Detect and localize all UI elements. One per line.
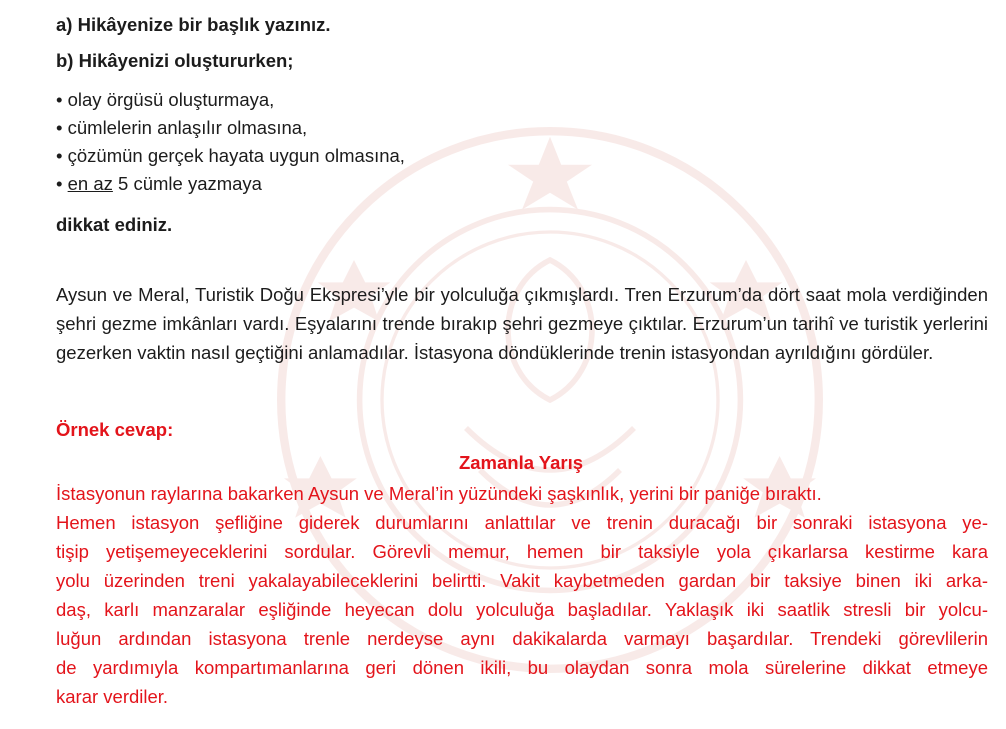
story-line: yolu üzerinden treni yakalayabileceklerini belirtti. Vakit kaybetmeden gardan bir taksiye binen iki arka-: [56, 570, 988, 591]
scenario-paragraph: Aysun ve Meral, Turistik Doğu Ekspresi’yle bir yolculuğa çıkmışlardı. Tren Erzurum’da dört saat mola verdiğinden şehri gezme imkânları vardı. Eşyalarını trende bırakıp şehri gezmeye çıktılar. Erzurum’un tarihî ve turistik yerlerini gezerken vaktin nasıl geçtiğini anlamadılar. İstasyona döndüklerinde trenin istasyondan ayrıldığını gördüler.: [56, 284, 988, 363]
instruction-b: b) Hikâyenizi oluştururken;: [56, 50, 294, 71]
bullet-rest: 5 cümle yazmaya: [112, 173, 262, 194]
underlined-phrase: en az: [67, 173, 113, 194]
instruction-a: a) Hikâyenize bir başlık yazınız.: [56, 14, 331, 35]
answer-label: Örnek cevap:: [56, 419, 174, 440]
story-line: tişip yetişemeyeceklerini sordular. Görevli memur, hemen bir taksiyle yola çıkarlarsa kestirme kara: [56, 541, 988, 562]
story-line: İstasyonun raylarına bakarken Aysun ve Meral’in yüzündeki şaşkınlık, yerini bir paniğe bıraktı.: [56, 483, 822, 504]
story-line: daş, karlı manzaralar eşliğinde heyecan dolu yolculuğa başladılar. Yaklaşık iki saatlik stresli bir yolcu-: [56, 599, 988, 620]
bullet-marker: •: [56, 173, 68, 194]
story-line: de yardımıyla kompartımanlarına geri dönen ikili, bu olaydan sonra mola sürelerine dikkat etmeye: [56, 657, 988, 678]
instruction-closing: dikkat ediniz.: [56, 214, 173, 235]
story-line: luğun ardından istasyona trenle nerdeyse aynı dakikalarda varmayı başardılar. Trendeki görevlilerin: [56, 628, 988, 649]
story-title: Zamanla Yarış: [458, 452, 584, 473]
bullet-item-2: • cümlelerin anlaşılır olmasına,: [56, 117, 308, 138]
bullet-item-3: • çözümün gerçek hayata uygun olmasına,: [56, 145, 405, 166]
story-line: Hemen istasyon şefliğine giderek durumlarını anlattılar ve trenin duracağı bir sonraki istasyona ye-: [56, 512, 988, 533]
story-line: karar verdiler.: [56, 686, 169, 707]
bullet-item-4: [56, 172, 262, 196]
bullet-item-1: • olay örgüsü oluşturmaya,: [56, 89, 275, 110]
